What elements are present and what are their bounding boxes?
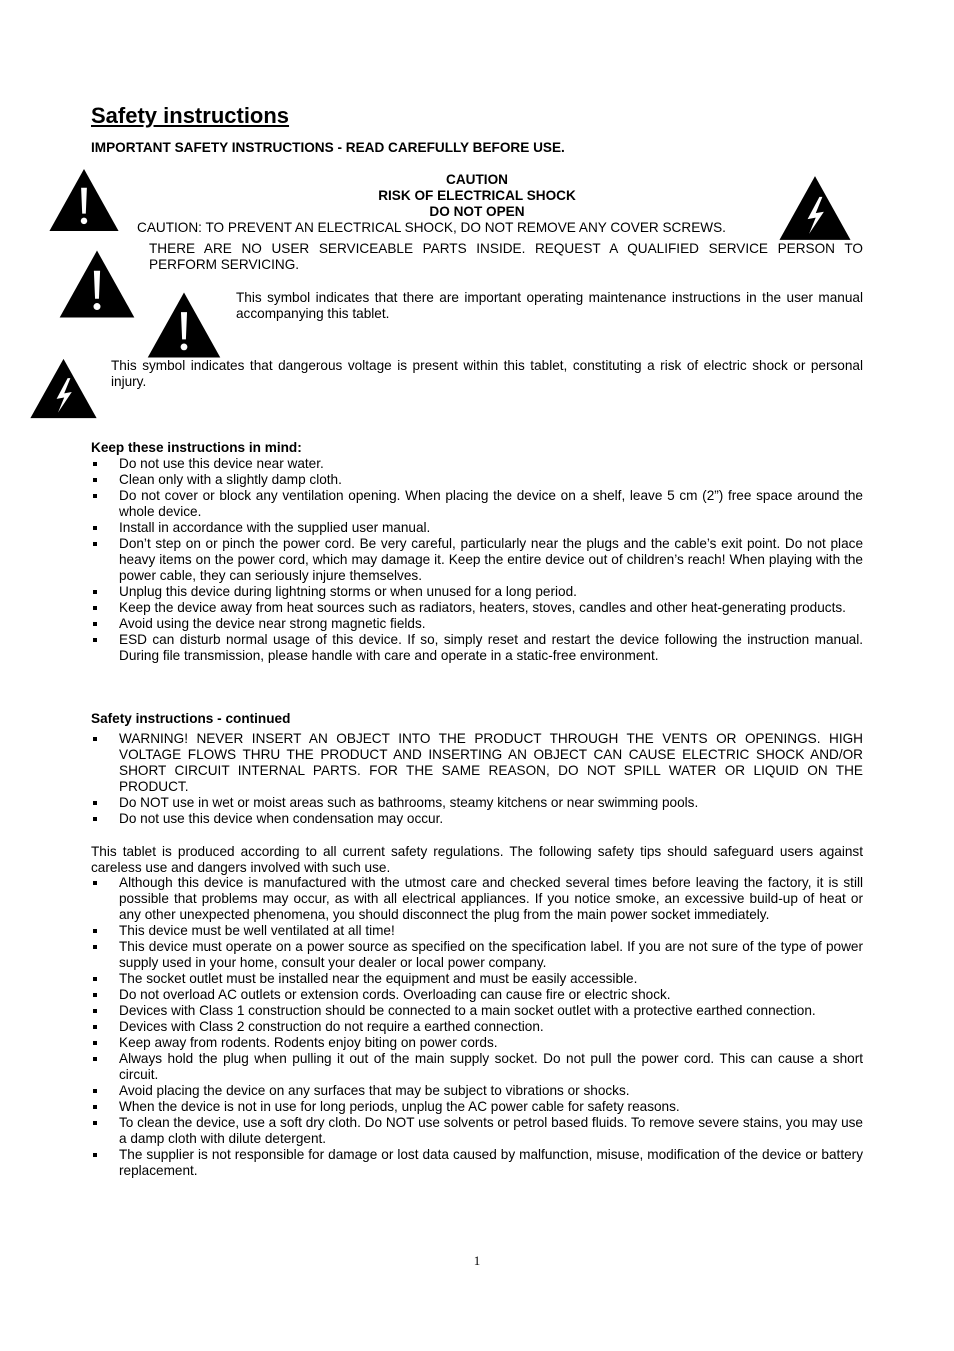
keep-instructions-heading: Keep these instructions in mind: (91, 440, 302, 455)
list-item: Unplug this device during lightning storms or when unused for a long period. (91, 584, 863, 600)
list-item: Keep the device away from heat sources such as radiators, heaters, stoves, candles and other heat-generating products. (91, 600, 863, 616)
no-user-parts-paragraph: THERE ARE NO USER SERVICEABLE PARTS INSIDE. REQUEST A QUALIFIED SERVICE PERSON TO PERFORM SERVICING. (149, 241, 863, 272)
list-item: Devices with Class 2 construction do not require a earthed connection. (91, 1019, 863, 1035)
continued-heading: Safety instructions - continued (91, 711, 291, 726)
lightning-warning-icon (29, 357, 98, 420)
list-item: This device must be well ventilated at all time! (91, 923, 863, 939)
list-item: WARNING! NEVER INSERT AN OBJECT INTO THE PRODUCT THROUGH THE VENTS OR OPENINGS. HIGH VOLTAGE FLOWS THRU THE PRODUCT AND INSERTING AN OBJECT CAN CAUSE ELECTRIC SHOCK AND/OR SHORT CIRCUIT INTERNAL PARTS. FOR THE SAME REASON, DO NOT SPILL WATER OR LIQUID ON THE PRODUCT. (91, 731, 863, 795)
voltage-symbol-paragraph: This symbol indicates that dangerous voltage is present within this tablet, constituting a risk of electric shock or personal injury. (111, 358, 863, 389)
list-item: Avoid placing the device on any surfaces that may be subject to vibrations or shocks. (91, 1083, 863, 1099)
list-item: ESD can disturb normal usage of this device. If so, simply reset and restart the device following the instruction manual. During file transmission, please handle with care and operate in a static-free environment. (91, 632, 863, 664)
list-item: Do NOT use in wet or moist areas such as bathrooms, steamy kitchens or near swimming pools. (91, 795, 863, 811)
list-item: The socket outlet must be installed near the equipment and must be easily accessible. (91, 971, 863, 987)
page-number: 1 (473, 1253, 481, 1268)
list-item: The supplier is not responsible for damage or lost data caused by malfunction, misuse, modification of the device or battery replacement. (91, 1147, 863, 1179)
exclamation-warning-icon (145, 291, 223, 359)
caution-block (91, 172, 863, 220)
list-item: Install in accordance with the supplied user manual. (91, 520, 863, 536)
exclamation-warning-icon (58, 249, 136, 319)
caution-statement: CAUTION: TO PREVENT AN ELECTRICAL SHOCK, DO NOT REMOVE ANY COVER SCREWS. (137, 220, 726, 235)
list-item: Do not cover or block any ventilation opening. When placing the device on a shelf, leave 5 cm (2”) free space around the whole device. (91, 488, 863, 520)
list-item: Although this device is manufactured with the utmost care and checked several times before leaving the factory, it is still possible that problems may occur, as with all electrical appliances. If you notice smoke, an excessive build-up of heat or any other unexpected phenomena, you should disconnect the plug from the main power socket immediately. (91, 875, 863, 923)
list-item: Do not overload AC outlets or extension cords. Overloading can cause fire or electric shock. (91, 987, 863, 1003)
continued-list (91, 731, 863, 827)
list-item: Devices with Class 1 construction should be connected to a main socket outlet with a protective earthed connection. (91, 1003, 863, 1019)
caution-line-3: DO NOT OPEN (429, 204, 525, 219)
list-item: Keep away from rodents. Rodents enjoy biting on power cords. (91, 1035, 863, 1051)
safety-tips-list (91, 875, 863, 1179)
list-item: This device must operate on a power source as specified on the specification label. If you are not sure of the type of power supply used in your home, consult your dealer or local power company. (91, 939, 863, 971)
keep-instructions-list (91, 456, 863, 664)
regulations-intro: This tablet is produced according to all current safety regulations. The following safety tips should safeguard users against careless use and dangers involved with such use. (91, 844, 863, 875)
list-item: Clean only with a slightly damp cloth. (91, 472, 863, 488)
list-item: Always hold the plug when pulling it out of the main supply socket. Do not pull the power cord. This can cause a short circuit. (91, 1051, 863, 1083)
maintenance-symbol-paragraph: This symbol indicates that there are important operating maintenance instructions in the user manual accompanying this tablet. (236, 290, 863, 321)
list-item: Do not use this device near water. (91, 456, 863, 472)
list-item: Do not use this device when condensation may occur. (91, 811, 863, 827)
list-item: To clean the device, use a soft dry cloth. Do NOT use solvents or petrol based fluids. To remove severe stains, you may use a damp cloth with dilute detergent. (91, 1115, 863, 1147)
caution-line-1: CAUTION (446, 172, 508, 187)
page-title: Safety instructions (91, 103, 290, 128)
caution-line-2: RISK OF ELECTRICAL SHOCK (378, 188, 576, 203)
list-item: Avoid using the device near strong magnetic fields. (91, 616, 863, 632)
list-item: Don’t step on or pinch the power cord. Be very careful, particularly near the plugs and the cable’s exit point. Do not place heavy items on the power cord, which may damage it. Keep the entire device out of children’s reach! When playing with the power cable, they can seriously injure themselves. (91, 536, 863, 584)
list-item: When the device is not in use for long periods, unplug the AC power cable for safety reasons. (91, 1099, 863, 1115)
page-subtitle: IMPORTANT SAFETY INSTRUCTIONS - READ CAREFULLY BEFORE USE. (91, 140, 565, 155)
